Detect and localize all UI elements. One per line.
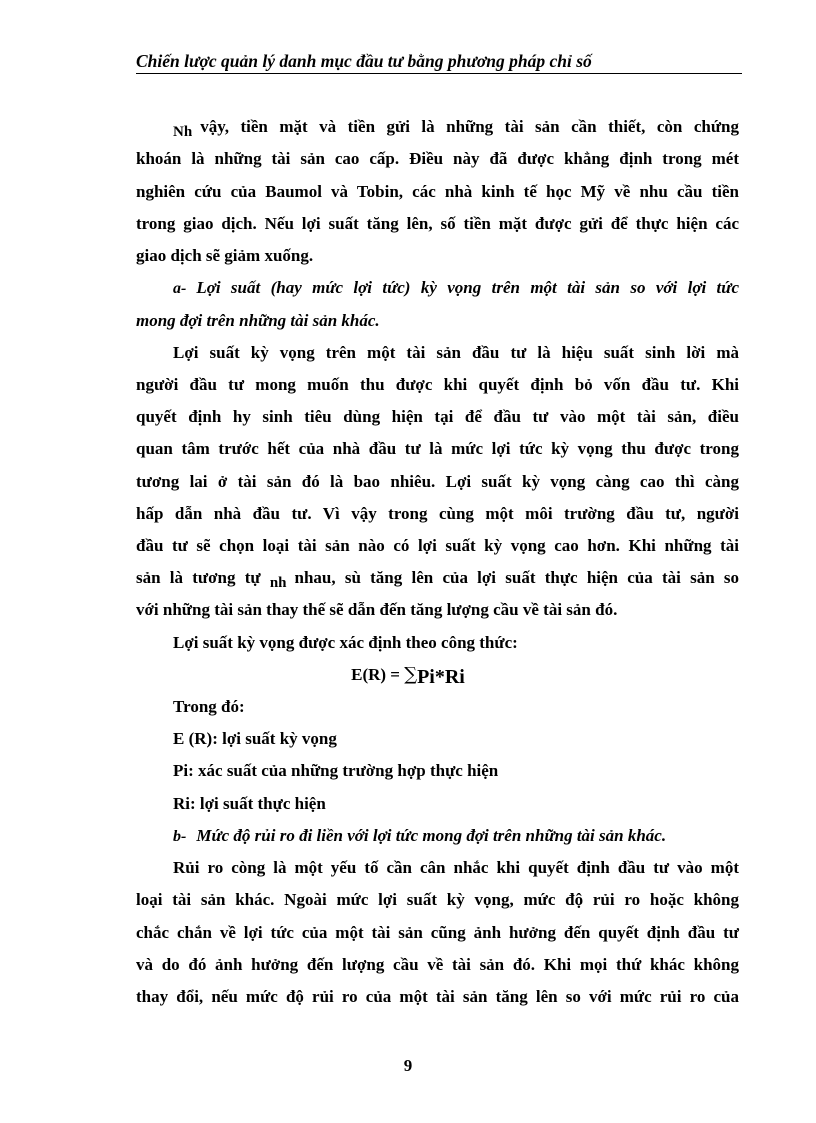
paragraph-line: tương lai ở tài sản đó là bao nhiêu. Lợi suất kỳ vọng càng cao thì càng [136, 472, 739, 491]
paragraph-line: khoán là những tài sản cao cấp. Điều này đã được khẳng định trong mét [136, 149, 739, 168]
stray-text: Nh [173, 124, 193, 140]
paragraph-line: quan tâm trước hết của nhà đầu tư là mức lợi tức kỳ vọng thu được trong [136, 439, 739, 458]
definitions-title: Trong đó: [173, 697, 245, 716]
paragraph-line: đầu tư sẽ chọn loại tài sản nào có lợi suất kỳ vọng cao hơn. Khi những tài [136, 536, 739, 555]
paragraph-line: chắc chắn về lợi tức của một tài sản cũng ảnh hưởng đến quyết định đầu tư [136, 923, 739, 942]
formula: E(R) = ∑Pi*Ri [351, 664, 465, 688]
paragraph-line: giao dịch sẽ giảm xuống. [136, 246, 314, 265]
page-number: 9 [403, 1056, 413, 1075]
paragraph-line: Rủi ro còng là một yếu tố cần cân nhắc khi quyết định đầu tư vào một [173, 858, 739, 877]
section-heading-a-cont: mong đợi trên những tài sản khác. [136, 311, 380, 330]
heading-marker: b- [173, 828, 187, 845]
section-heading-b: b- Mức độ rủi ro đi liền với lợi tức mong đợi trên những tài sản khác. [173, 826, 667, 845]
paragraph-line: Nh vậy, tiền mặt và tiền gửi là những tài sản cần thiết, còn chứng [173, 117, 739, 140]
paragraph-line: với những tài sản thay thế sẽ dẫn đến tăng lượng cầu về tài sản đó. [136, 600, 618, 619]
definition-item: Pi: xác suất của những trường hợp thực hiện [173, 761, 499, 780]
paragraph-line: Lợi suất kỳ vọng trên một tài sản đầu tư là hiệu suất sinh lời mà [173, 343, 739, 362]
definition-item: Ri: lợi suất thực hiện [173, 794, 326, 813]
paragraph-line: loại tài sản khác. Ngoài mức lợi suất kỳ vọng, mức độ rủi ro hoặc không [136, 890, 739, 909]
paragraph-line: thay đổi, nếu mức độ rủi ro của một tài sản tăng lên so với mức rủi ro của [136, 987, 739, 1006]
definition-item: E (R): lợi suất kỳ vọng [173, 729, 337, 748]
paragraph-line: người đầu tư mong muốn thu được khi quyết định bỏ vốn đầu tư. Khi [136, 375, 739, 394]
paragraph-line: nghiên cứu của Baumol và Tobin, các nhà kinh tế học Mỹ về nhu cầu tiền [136, 182, 739, 201]
heading-marker: a- [173, 280, 187, 297]
paragraph-line: hấp dẫn nhà đầu tư. Vì vậy trong cùng một môi trường đầu tư, người [136, 504, 739, 523]
running-header: Chiến lược quản lý danh mục đầu tư bằng phương pháp chỉ số [136, 51, 592, 71]
header-rule [136, 73, 742, 74]
section-heading-a: a- Lợi suất (hay mức lợi tức) kỳ vọng trên một tài sản so với lợi tức [173, 278, 739, 297]
paragraph-line: và do đó ảnh hưởng đến lượng cầu về tài sản đó. Khi mọi thứ khác không [136, 955, 739, 974]
paragraph-line: quyết định hy sinh tiêu dùng hiện tại để đầu tư vào một tài sản, điều [136, 407, 739, 426]
paragraph-line: trong giao dịch. Nếu lợi suất tăng lên, số tiền mặt được gửi để thực hiện các [136, 214, 739, 233]
paragraph-line: sản là tương tự nh nhau, sù tăng lên của lợi suất thực hiện của tài sản so [136, 568, 739, 591]
paragraph-line: Lợi suất kỳ vọng được xác định theo công thức: [173, 633, 518, 652]
stray-text: nh [269, 575, 287, 591]
sigma-symbol: ∑ [404, 664, 418, 685]
